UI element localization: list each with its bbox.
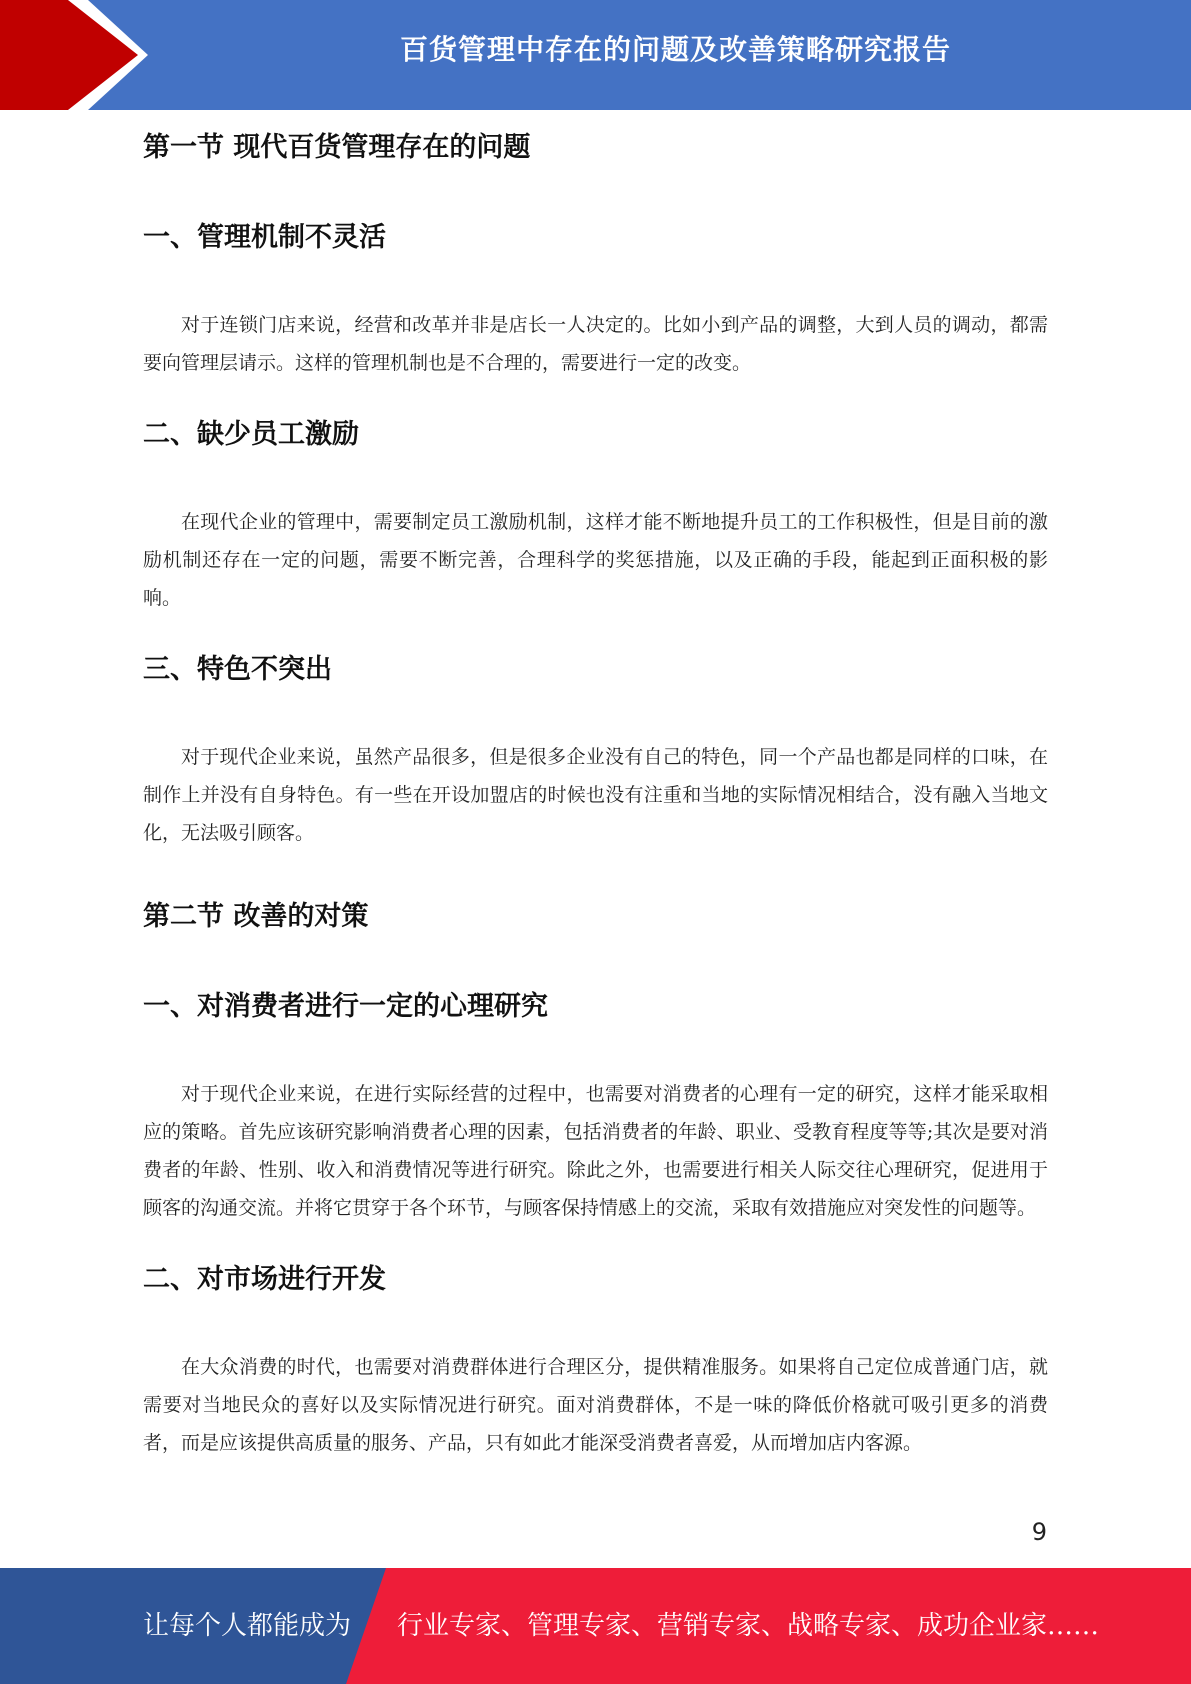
paragraph: 对于连锁门店来说，经营和改革并非是店长一人决定的。比如小到产品的调整，大到人员的调动，都需要向管理层请示。这样的管理机制也是不合理的，需要进行一定的改变。: [143, 314, 1048, 374]
footer-slogan-left: 让每个人都能成为: [143, 1611, 352, 1641]
page-header: [0, 0, 1191, 110]
paragraph: 在现代企业的管理中，需要制定员工激励机制，这样才能不断地提升员工的工作积极性，但是目前的激励机制还存在一定的问题，需要不断完善，合理科学的奖惩措施，以及正确的手段，能起到正面积极的影响。: [143, 511, 1048, 609]
paragraph: 在大众消费的时代，也需要对消费群体进行合理区分，提供精准服务。如果将自己定位成普通门店，就需要对当地民众的喜好以及实际情况进行研究。面对消费群体，不是一味的降低价格就可吸引更多的消费者，而是应该提供高质量的服务、产品，只有如此才能深受消费者喜爱，从而增加店内客源。: [143, 1356, 1048, 1454]
subsection-title: 三、特色不突出: [143, 654, 332, 685]
paragraph: 对于现代企业来说，虽然产品很多，但是很多企业没有自己的特色，同一个产品也都是同样的口味，在制作上并没有自身特色。有一些在开设加盟店的时候也没有注重和当地的实际情况相结合，没有融入当地文化，无法吸引顾客。: [143, 746, 1048, 844]
main-content: [143, 128, 1048, 1462]
footer-slogan-right: 行业专家、管理专家、营销专家、战略专家、成功企业家……: [397, 1611, 1100, 1641]
page-number: 9: [1031, 1518, 1047, 1546]
page-footer: [0, 1568, 1191, 1684]
subsection-title: 一、对消费者进行一定的心理研究: [143, 991, 548, 1022]
subsection-title: 一、管理机制不灵活: [143, 222, 386, 253]
subsection-title: 二、对市场进行开发: [143, 1264, 386, 1295]
subsection-title: 二、缺少员工激励: [143, 419, 359, 450]
paragraph: 对于现代企业来说，在进行实际经营的过程中，也需要对消费者的心理有一定的研究，这样才能采取相应的策略。首先应该研究影响消费者心理的因素，包括消费者的年龄、职业、受教育程度等等;其次是要对消费者的年龄、性别、收入和消费情况等进行研究。除此之外，也需要进行相关人际交往心理研究，促进用于顾客的沟通交流。并将它贯穿于各个环节，与顾客保持情感上的交流，采取有效措施应对突发性的问题等。: [143, 1083, 1048, 1219]
document-title: 百货管理中存在的问题及改善策略研究报告: [399, 33, 951, 66]
section-title: 第二节 改善的对策: [143, 901, 369, 932]
section-title: 第一节 现代百货管理存在的问题: [143, 132, 531, 163]
